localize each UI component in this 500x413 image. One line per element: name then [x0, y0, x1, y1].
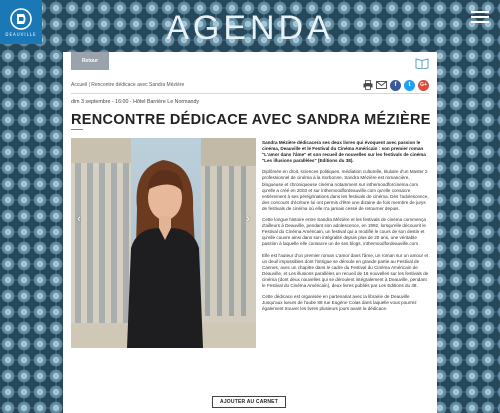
print-icon[interactable]: [363, 80, 373, 90]
share-bar: [363, 80, 429, 91]
title-underline: [71, 129, 83, 130]
book-icon[interactable]: [415, 57, 429, 69]
page-title: AGENDA: [166, 9, 334, 47]
event-date-place: dim 3 septembre - 16:00 - Hôtel Barrière Le Normandy: [71, 99, 200, 105]
description-paragraph: Diplômée en droit, sciences politiques, médiation culturelle, titulaire d'un Master 2 professionnel de cinéma à la Sorbonne, Sandra Mézière est romancière, blogueuse et chroniqueuse cinéma notamment sur inthemoodforcinema.com qu'elle a créé en 2003 et sur inthemoodfordeauville.com qu'elle consacre entièrement à ses pérégrinations dans les festivals de cinéma. Dès l'adolescence, des concours d'écriture lui ont permis d'être une dizaine de fois membre de jurys de festivals de cinéma où elle n'a jamais cessé de retourner depuis.: [262, 169, 429, 211]
description-paragraph: Cette dédicace est organisée en partenariat avec la librairie de Deauville Jusqu'aux lueurs de l'aube 88 rue Eugène Colas dans laquelle vous pourrez également trouver les livres plusieurs jours avant la dédicace.: [262, 294, 417, 312]
description-lead: Sandra Mézière dédicacera ses deux livres qui évoquent avec passion le cinéma, Deauville et le Festival du Cinéma Américain : son premier roman "L'amor dans l'âme" et son recueil de nouvelles sur les festivals de cinéma "Les illusions parallèles" (Editions du 38).: [262, 140, 426, 164]
back-button[interactable]: Retour: [71, 52, 109, 70]
event-photo: [71, 138, 256, 348]
previous-photo-arrow-icon[interactable]: ‹: [77, 213, 81, 225]
facebook-icon[interactable]: f: [390, 80, 401, 91]
author-portrait-image: [71, 138, 256, 348]
event-content: [63, 52, 437, 413]
logo-text: DEAUVILLE: [5, 31, 37, 37]
breadcrumb-separator: |: [87, 82, 92, 88]
mail-icon[interactable]: [376, 81, 387, 89]
breadcrumb-home[interactable]: Accueil: [71, 82, 88, 88]
google-plus-icon[interactable]: G+: [418, 80, 429, 91]
event-title: RENCONTRE DÉDICACE AVEC SANDRA MÉZIÈRE: [71, 112, 431, 128]
divider: [71, 93, 429, 94]
description-paragraph: Cette longue histoire entre Sandra Mézière et les festivals de cinéma commença d'ailleurs à Deauville, pendant son adolescence, en 1992, lorsqu'elle découvrit le Festival du Cinéma Américain, un festival qui a modifié le cours de son destin et qu'elle couvre ainsi dans son intégralité depuis plus de 20 ans, une véritable passion à laquelle elle consacre un de ses blogs, inthemoodfordeauville.com .: [262, 217, 426, 247]
event-description: [262, 140, 431, 317]
breadcrumb-current: Rencontre dédicace avec Sandra Mézière: [91, 82, 185, 88]
add-to-notebook-button[interactable]: AJOUTER AU CARNET: [212, 396, 286, 408]
twitter-icon[interactable]: t: [404, 80, 415, 91]
description-paragraph: Elle est l'auteur d'un premier roman L'amor dans l'âme, un roman sur un amour et un deuil impossibles dont l'intrigue se déroule en grande partie au Festival de Cannes, avec un chapitre dans le cadre du Festival du Cinéma Américain de Deauville, et Les illusions parallèles un recueil de 16 nouvelles sur les festivals de cinéma (dont deux nouvelles qui se déroulent intégralement à Deauville, pendant le Festival du Cinéma Américain), deux livres publiés par Les Editions du 38.: [262, 252, 429, 288]
breadcrumb: [71, 82, 184, 88]
next-photo-arrow-icon[interactable]: ›: [246, 213, 250, 225]
menu-icon[interactable]: [470, 7, 490, 27]
